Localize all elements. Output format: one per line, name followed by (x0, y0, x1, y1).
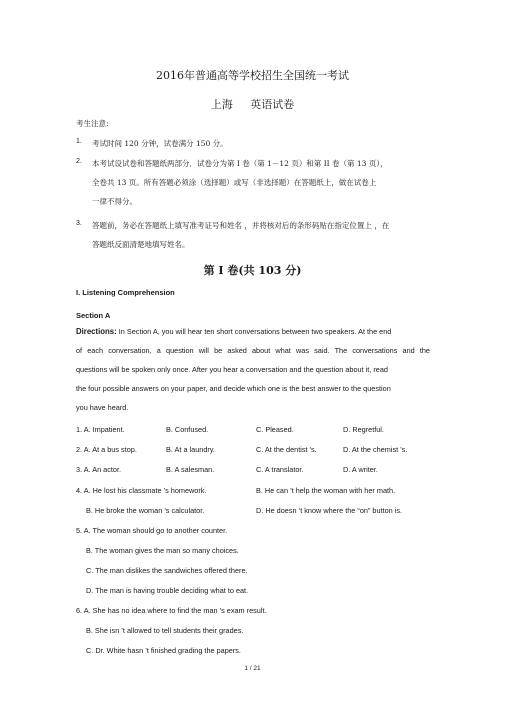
directions-line: you have heard. (76, 403, 129, 412)
part-title: 第 I 卷(共 103 分) (203, 264, 302, 277)
page-number: 1 / 21 (244, 665, 261, 672)
question-1-option-a: 1. A. Impatient. (76, 425, 125, 434)
notice-number: 2. (76, 158, 82, 165)
question-2-option-a: 2. A. At a bus stop. (76, 445, 137, 454)
notice-line: 一律不得分。 (92, 197, 137, 206)
directions-line: questions will be spoken only once. After you hear a conversation and the question about it, read (76, 365, 388, 374)
section-heading: I. Listening Comprehension (76, 288, 175, 297)
question-3-option-c: C. A translator. (256, 465, 304, 474)
question-4-option-a: 4. A. He lost his classmate ’s homework. (76, 486, 207, 495)
notice-line: 答题前，务必在答题纸上填写准考证号和姓名 ，并将核对后的条形码贴在指定位置上 ，在 (92, 221, 390, 230)
notice-line: 全卷共 13 页。所有答题必须涂（选择题）或写（非选择题）在答题纸上，做在试卷上 (92, 178, 377, 187)
question-5-option-a: 5. A. The woman should go to another counter. (76, 526, 228, 535)
question-3-option-d: D. A writer. (343, 465, 378, 474)
notice-number: 3. (76, 220, 82, 227)
notice-number: 1. (76, 138, 82, 145)
question-4-option-d: D. He doesn ’t know where the “on” button is. (256, 506, 403, 515)
question-2-option-b: B. At a laundry. (166, 445, 215, 454)
question-4-option-c: B. He broke the woman ’s calculator. (86, 506, 205, 515)
notice-heading: 考生注意: (76, 119, 109, 128)
directions-line: of each conversation, a question will be asked about what was said. The conversations and the (76, 346, 430, 355)
question-5-option-c: C. The man dislikes the sandwiches offered there. (86, 566, 248, 575)
section-a-heading: Section A (76, 311, 111, 320)
question-3-option-a: 3. A. An actor. (76, 465, 122, 474)
question-6-option-c: C. Dr. White hasn ’t finished grading the papers. (86, 646, 241, 655)
page-title: 2016年普通高等学校招生全国统一考试 (156, 69, 349, 82)
question-3-option-b: B. A salesman. (166, 465, 215, 474)
directions-line: the four possible answers on your paper, and decide which one is the best answer to the question (76, 384, 391, 393)
page-subtitle: 上海 英语试卷 (210, 98, 295, 111)
question-1-option-d: D. Regretful. (343, 425, 384, 434)
question-5-option-d: D. The man is having trouble deciding what to eat. (86, 586, 249, 595)
notice-line: 答题纸反面清楚地填写姓名。 (92, 240, 190, 249)
question-4-option-b: B. He can ’t help the woman with her math. (256, 486, 396, 495)
question-5-option-b: B. The woman gives the man so many choices. (86, 546, 239, 555)
directions-first-line (76, 327, 430, 336)
question-1-option-b: B. Confused. (166, 425, 209, 434)
question-6-option-a: 6. A. She has no idea where to find the man ’s exam result. (76, 606, 267, 615)
question-2-option-d: D. At the chemist ’s. (343, 445, 408, 454)
notice-line: 本考试设试卷和答题纸两部分．试卷分为第 I 卷（第 1－12 页）和第 II 卷（第 13 页）， (92, 159, 388, 168)
directions-label: Directions: (76, 327, 117, 336)
question-2-option-c: C. At the dentist ’s. (256, 445, 317, 454)
directions-text: In Section A, you will hear ten short conversations between two speakers. At the end (118, 327, 392, 336)
question-1-option-c: C. Pleased. (256, 425, 294, 434)
question-6-option-b: B. She isn ’t allowed to tell students their grades. (86, 626, 244, 635)
notice-line: 考试时间 120 分钟，试卷满分 150 分。 (92, 139, 228, 148)
